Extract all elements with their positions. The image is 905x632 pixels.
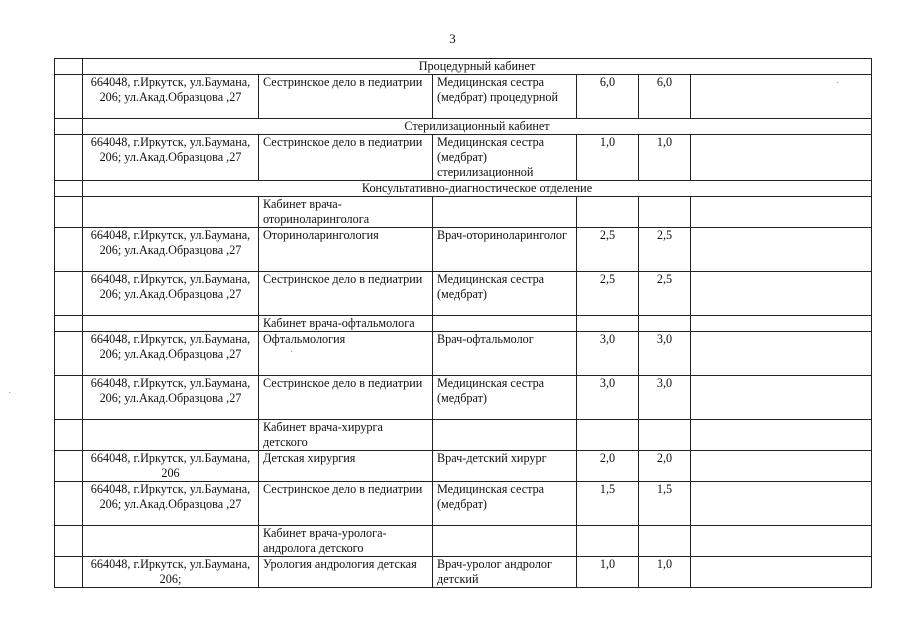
specialty-cell: Кабинет врача-оториноларинголога [259,197,433,228]
table-row [55,316,872,332]
notes-cell [691,332,872,376]
address-cell [83,316,259,332]
table-row [55,197,872,228]
section-title: Консультативно-диагностическое отделение [83,181,872,197]
address-cell: 664048, г.Иркутск, ул.Баумана, 206; [83,557,259,588]
notes-cell [691,197,872,228]
specialty-cell: Сестринское дело в педиатрии [259,482,433,526]
staff-table [54,58,872,588]
address-cell: 664048, г.Иркутск, ул.Баумана, 206; ул.Акад.Образцова ,27 [83,228,259,272]
rate-cell: 2,5 [577,228,639,272]
rate-cell [577,526,639,557]
specialty-cell: Оториноларингология [259,228,433,272]
rate-cell: 2,0 [577,451,639,482]
notes-cell [691,482,872,526]
rate-cell [577,197,639,228]
row-number-cell [55,228,83,272]
notes-cell [691,420,872,451]
row-number-cell [55,376,83,420]
table-row [55,420,872,451]
rate-cell: 3,0 [639,332,691,376]
section-header-row [55,59,872,75]
rate-cell: 2,5 [577,272,639,316]
notes-cell [691,135,872,181]
rate-cell: 3,0 [639,376,691,420]
specialty-cell: Кабинет врача-офтальмолога [259,316,433,332]
empty-cell [55,181,83,197]
rate-cell: 1,0 [639,557,691,588]
page-number: 3 [449,31,456,46]
address-cell [83,197,259,228]
scan-mark: · [290,347,294,358]
row-number-cell [55,557,83,588]
notes-cell [691,451,872,482]
address-cell: 664048, г.Иркутск, ул.Баумана, 206 [83,451,259,482]
table-row [55,451,872,482]
rate-cell: 1,0 [577,135,639,181]
specialty-cell: Урология андрология детская [259,557,433,588]
rate-cell: 3,0 [577,332,639,376]
specialty-cell: Сестринское дело в педиатрии [259,75,433,119]
address-cell: 664048, г.Иркутск, ул.Баумана, 206; ул.Акад.Образцова ,27 [83,332,259,376]
row-number-cell [55,526,83,557]
row-number-cell [55,272,83,316]
table-row [55,482,872,526]
position-cell [433,316,577,332]
position-cell [433,526,577,557]
position-cell: Врач-уролог андролог детский [433,557,577,588]
position-cell: Медицинская сестра (медбрат) [433,272,577,316]
position-cell: Врач-офтальмолог [433,332,577,376]
position-cell [433,420,577,451]
notes-cell [691,316,872,332]
rate-cell: 2,5 [639,272,691,316]
rate-cell: 6,0 [639,75,691,119]
table-row [55,75,872,119]
position-cell: Медицинская сестра (медбрат) стерилизационной [433,135,577,181]
table-row [55,376,872,420]
table-row [55,135,872,181]
address-cell: 664048, г.Иркутск, ул.Баумана, 206; ул.Акад.Образцова ,27 [83,75,259,119]
row-number-cell [55,75,83,119]
scan-mark: · [8,388,12,399]
specialty-cell: Сестринское дело в педиатрии [259,135,433,181]
section-title: Стерилизационный кабинет [83,119,872,135]
notes-cell [691,376,872,420]
position-cell: Врач-детский хирург [433,451,577,482]
address-cell [83,420,259,451]
specialty-cell: Сестринское дело в педиатрии [259,272,433,316]
rate-cell [577,420,639,451]
table-row [55,557,872,588]
row-number-cell [55,135,83,181]
specialty-cell: Сестринское дело в педиатрии [259,376,433,420]
rate-cell: 1,0 [639,135,691,181]
address-cell: 664048, г.Иркутск, ул.Баумана, 206; ул.Акад.Образцова ,27 [83,135,259,181]
rate-cell [577,316,639,332]
row-number-cell [55,451,83,482]
position-cell: Медицинская сестра (медбрат) [433,376,577,420]
row-number-cell [55,197,83,228]
rate-cell [639,316,691,332]
section-header-row [55,181,872,197]
specialty-cell: Детская хирургия [259,451,433,482]
rate-cell: 3,0 [577,376,639,420]
position-cell: Врач-оториноларинголог [433,228,577,272]
table-row [55,228,872,272]
scan-mark: · [836,78,840,89]
address-cell: 664048, г.Иркутск, ул.Баумана, 206; ул.Акад.Образцова ,27 [83,272,259,316]
table-row [55,272,872,316]
rate-cell: 2,0 [639,451,691,482]
rate-cell [639,197,691,228]
notes-cell [691,75,872,119]
section-title: Процедурный кабинет [83,59,872,75]
notes-cell [691,228,872,272]
rate-cell: 1,5 [639,482,691,526]
notes-cell [691,557,872,588]
row-number-cell [55,332,83,376]
specialty-cell: Офтальмология [259,332,433,376]
rate-cell: 1,5 [577,482,639,526]
rate-cell: 6,0 [577,75,639,119]
position-cell: Медицинская сестра (медбрат) [433,482,577,526]
table-row [55,526,872,557]
section-header-row [55,119,872,135]
row-number-cell [55,316,83,332]
specialty-cell: Кабинет врача-уролога-андролога детского [259,526,433,557]
position-cell [433,197,577,228]
rate-cell: 1,0 [577,557,639,588]
notes-cell [691,526,872,557]
row-number-cell [55,482,83,526]
empty-cell [55,119,83,135]
address-cell: 664048, г.Иркутск, ул.Баумана, 206; ул.Акад.Образцова ,27 [83,376,259,420]
rate-cell: 2,5 [639,228,691,272]
position-cell: Медицинская сестра (медбрат) процедурной [433,75,577,119]
address-cell [83,526,259,557]
table-row [55,332,872,376]
notes-cell [691,272,872,316]
empty-cell [55,59,83,75]
rate-cell [639,420,691,451]
address-cell: 664048, г.Иркутск, ул.Баумана, 206; ул.Акад.Образцова ,27 [83,482,259,526]
row-number-cell [55,420,83,451]
specialty-cell: Кабинет врача-хирурга детского [259,420,433,451]
rate-cell [639,526,691,557]
